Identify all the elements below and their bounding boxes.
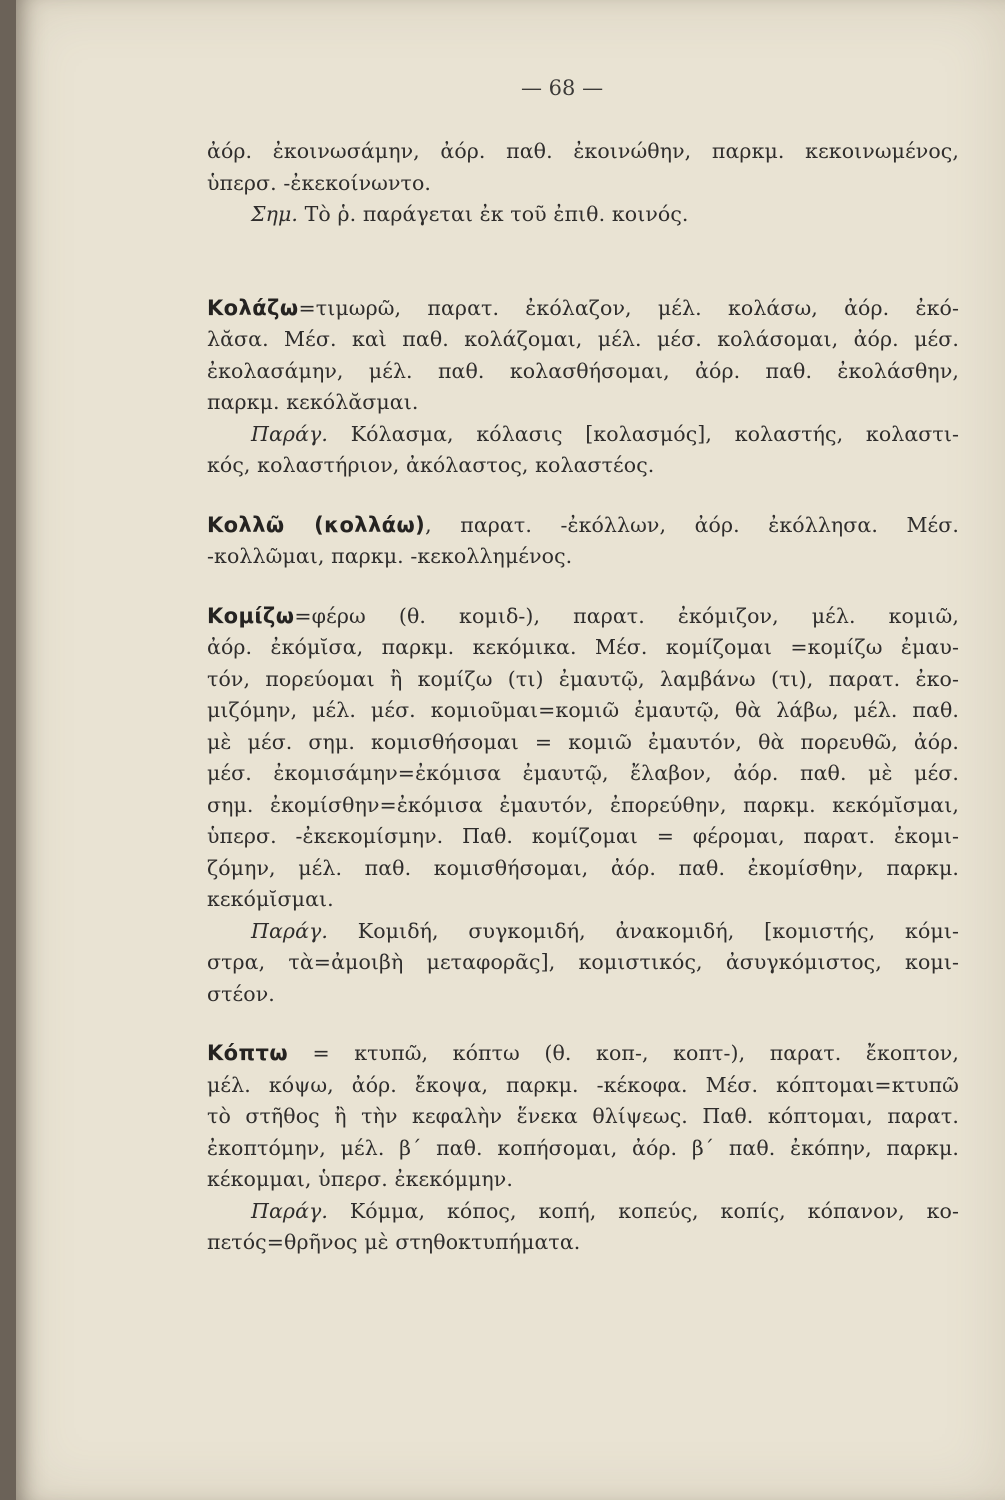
derivatives-line: [207, 916, 959, 948]
text-line-part: Κόλασμα, κόλασις [κολασμός], κολαστής, κολαστι-: [328, 421, 959, 446]
derivatives-label: Παράγ.: [251, 421, 328, 446]
lemma: Κολάζω: [207, 295, 299, 320]
entry-kollo: [207, 510, 959, 573]
derivatives-line: [207, 1196, 959, 1228]
note-line: [207, 199, 959, 231]
page-text: [207, 136, 959, 1259]
text-line: τὸ στῆθος ἢ τὴν κεφαλὴν ἕνεκα θλίψεως. Παθ. κόπτομαι, παρατ.: [207, 1104, 959, 1128]
text-line: -κολλῶμαι, παρκμ. -κεκολλημένος.: [207, 544, 573, 568]
text-line: κέκομμαι, ὑπερσ. ἐκεκόμμην.: [207, 1167, 513, 1191]
text-line: ἐκολασάμην, μέλ. παθ. κολασθήσομαι, ἀόρ. παθ. ἐκολάσθην,: [207, 358, 959, 383]
text-line: μὲ μέσ. σημ. κομισθήσομαι = κομιῶ ἐμαυτόν, θὰ πορευθῶ, ἀόρ.: [207, 729, 959, 754]
text-line: ἀόρ. ἐκόμῐσα, παρκμ. κεκόμικα. Μέσ. κομίζομαι =κομίζω ἐμαυ-: [207, 635, 959, 659]
lemma: Κόπτω: [207, 1041, 288, 1065]
text-line-part: Κομιδή, συγκομιδή, ἀνακομιδή, [κομιστής, κόμι-: [328, 918, 959, 943]
text-line: στέον.: [207, 981, 275, 1006]
text-line: κός, κολαστήριον, ἀκόλαστος, κολαστέος.: [207, 453, 655, 477]
text-line: στρα, τὰ=ἀμοιβὴ μεταφορᾶς], κομιστικός, ἀσυγκόμιστος, κομι-: [207, 950, 959, 974]
text-line: σημ. ἐκομίσθην=ἐκόμισα ἐμαυτόν, ἐπορεύθην, παρκμ. κεκόμῐσμαι,: [207, 792, 959, 817]
text-line: ἀόρ. ἐκοινωσάμην, ἀόρ. παθ. ἐκοινώθην, παρκμ. κεκοινωμένος,: [207, 139, 959, 163]
text-line: μιζόμην, μέλ. μέσ. κομιοῦμαι=κομιῶ ἐμαυτῷ, θὰ λάβω, μέλ. παθ.: [207, 698, 959, 722]
text-line: μέσ. ἐκομισάμην=ἐκόμισα ἐμαυτῷ, ἔλαβον, ἀόρ. παθ. μὲ μέσ.: [207, 761, 959, 785]
text-line: [207, 1038, 959, 1070]
text-line: πετός=θρῆνος μὲ στηθοκτυπήματα.: [207, 1230, 581, 1254]
page-number: — 68 —: [521, 76, 604, 100]
entry-koinono-continued: [207, 136, 959, 231]
text-line: Τὸ ῥ. παράγεται ἐκ τοῦ ἐπιθ. κοινός.: [298, 202, 689, 226]
entry-kolazo: [207, 293, 959, 482]
text-line: λᾰσα. Μέσ. καὶ παθ. κολάζομαι, μέλ. μέσ. κολάσομαι, ἀόρ. μέσ.: [207, 327, 959, 351]
text-line: κεκόμῐσμαι.: [207, 887, 334, 911]
text-line: ζόμην, μέλ. παθ. κομισθήσομαι, ἀόρ. παθ. ἐκομίσθην, παρκμ.: [207, 855, 959, 880]
text-line-part: =τιμωρῶ, παρατ. ἐκόλαζον, μέλ. κολάσω, ἀόρ. ἐκό-: [298, 295, 959, 320]
text-line-part: Κόμμα, κόπος, κοπή, κοπεύς, κοπίς, κόπανον, κο-: [328, 1198, 959, 1223]
text-line: ὑπερσ. -ἐκεκομίσμην. Παθ. κομίζομαι = φέρομαι, παρατ. ἐκομι-: [207, 824, 959, 848]
text-line: [207, 510, 959, 542]
text-line: [207, 293, 959, 325]
text-line-part: , παρατ. -ἐκόλλων, ἀόρ. ἐκόλλησα. Μέσ.: [425, 512, 959, 537]
text-line-part: =φέρω (θ. κομιδ-), παρατ. ἐκόμιζον, μέλ. κομιῶ,: [294, 603, 959, 628]
entry-komizo: [207, 601, 959, 1011]
derivatives-label: Παράγ.: [251, 918, 328, 943]
text-line: ἐκοπτόμην, μέλ. β΄ παθ. κοπήσομαι, ἀόρ. β΄ παθ. ἐκόπην, παρκμ.: [207, 1135, 959, 1160]
derivatives-label: Παράγ.: [251, 1198, 328, 1223]
text-line: μέλ. κόψω, ἀόρ. ἔκοψα, παρκμ. -κέκοφα. Μέσ. κόπτομαι=κτυπῶ: [207, 1072, 959, 1097]
entry-kopto: [207, 1038, 959, 1259]
text-line-part: = κτυπῶ, κόπτω (θ. κοπ-, κοπτ-), παρατ. ἔκοπτον,: [287, 1041, 959, 1065]
lemma: Κολλῶ (κολλάω): [207, 512, 426, 537]
book-page: [16, 0, 1005, 1500]
note-label: Σημ.: [251, 202, 299, 226]
text-line: τόν, πορεύομαι ἢ κομίζω (τι) ἐμαυτῷ, λαμβάνω (τι), παρατ. ἐκο-: [207, 666, 959, 691]
text-line: [207, 601, 959, 633]
lemma: Κομίζω: [207, 603, 295, 628]
text-line: παρκμ. κεκόλᾰσμαι.: [207, 390, 419, 414]
derivatives-line: [207, 419, 959, 451]
text-line: ὑπερσ. -ἐκεκοίνωντο.: [207, 170, 432, 195]
